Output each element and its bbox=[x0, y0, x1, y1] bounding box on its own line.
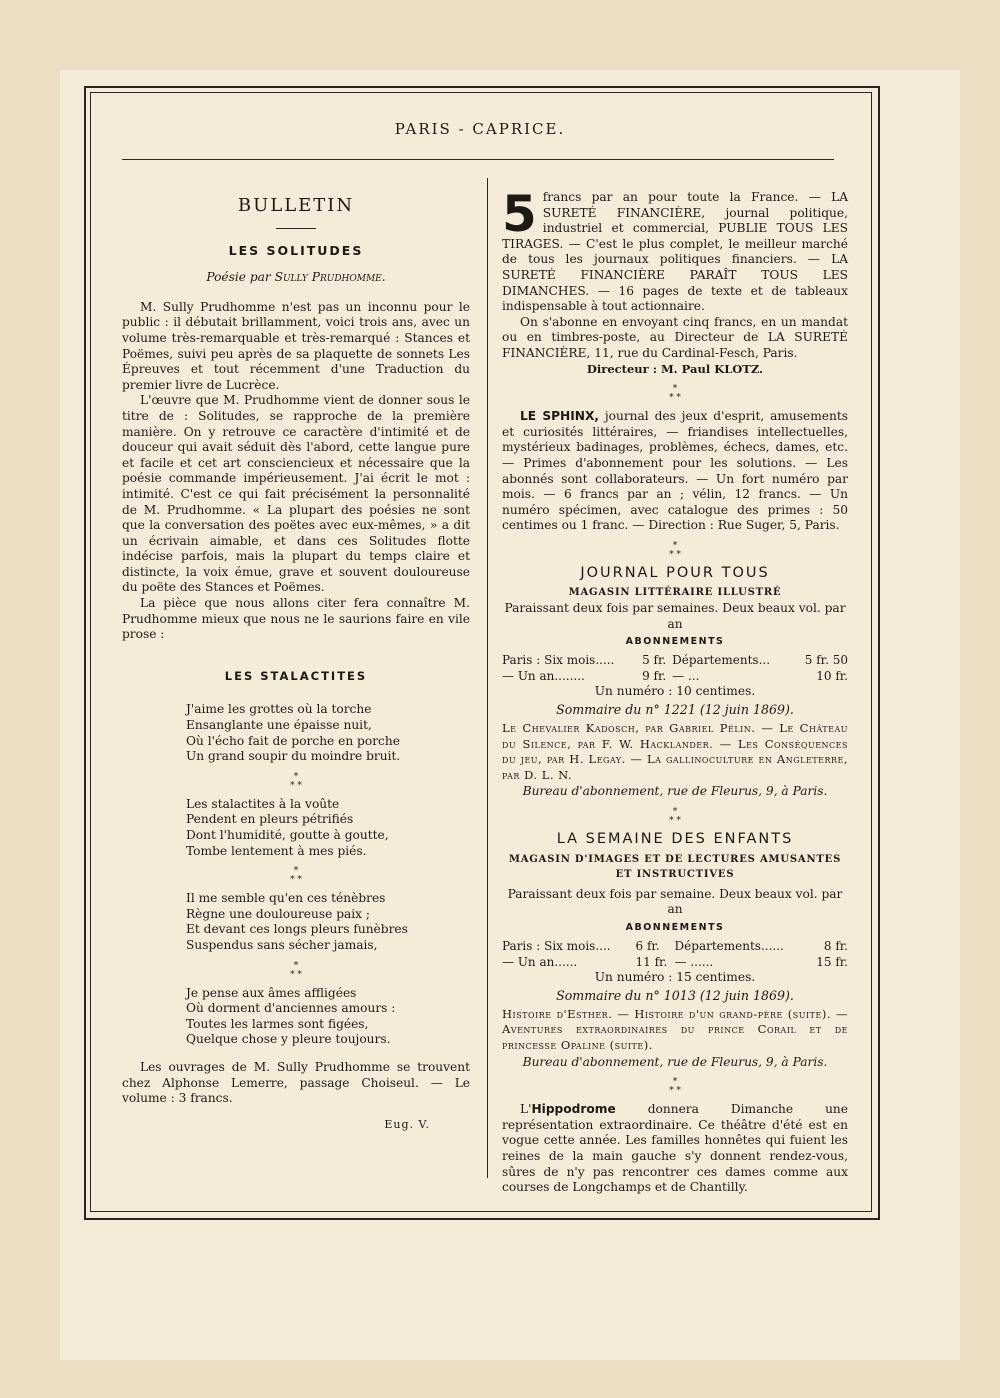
article-paragraph: L'œuvre que M. Prudhomme vient de donner sous le titre de : Solitudes, se rapproche de la première manière. On y retrouve ce caractère d'intimité et de douceur qui avait séduit dès l'abord, cette langue pure et facile et cet art consciencieux et nécessaire que la poésie commande impérieusement. J'ai écrit le mot : intimité. C'est ce qui fait précisément la personnalité de M. Prudhomme. « La plupart des poésies ne sont que la conversation des poëtes avec eux-mêmes, » a dit un écrivain aimable, et dans ces Solitudes flotte indécise parfois, mais la plupart du temps claire et distincte, la voix émue, grave et souvent douloureuse du poëte des Stances et Poëmes. bbox=[122, 393, 470, 595]
column-divider bbox=[487, 178, 488, 1178]
table-cell: 9 fr. bbox=[642, 668, 667, 683]
asterism: * * * bbox=[669, 384, 681, 404]
table-cell: — Un an...... bbox=[502, 954, 578, 969]
asterism: * * * bbox=[669, 807, 681, 826]
poem-stanza bbox=[186, 797, 470, 859]
semaine-summary: Sommaire du n° 1013 (12 juin 1869). bbox=[556, 988, 794, 1004]
poem-line: J'aime les grottes où la torche bbox=[186, 702, 372, 717]
table-cell: 11 fr. bbox=[635, 954, 668, 969]
journal-single-issue: Un numéro : 10 centimes. bbox=[594, 683, 756, 698]
poem-line: Suspendus sans sécher jamais, bbox=[186, 937, 378, 952]
article-paragraph: Les ouvrages de M. Sully Prudhomme se trouvent chez Alphonse Lemerre, passage Choiseul. — Le volume : 3 francs. bbox=[122, 1059, 470, 1106]
table-row bbox=[502, 954, 848, 970]
semaine-subtitle-1: MAGASIN D'IMAGES ET DE LECTURES AMUSANTES bbox=[508, 853, 842, 865]
poem-line: Où dorment d'anciennes amours : bbox=[186, 1001, 396, 1016]
right-column bbox=[502, 185, 848, 1196]
poem-line: Quelque chose y pleure toujours. bbox=[186, 1032, 391, 1047]
journal-abonnements-label: ABONNEMENTS bbox=[625, 636, 725, 648]
poem-line: Un grand soupir du moindre bruit. bbox=[186, 749, 401, 764]
journal-bureau: Bureau d'abonnement, rue de Fleurus, 9, à Paris. bbox=[522, 784, 828, 799]
signature: Eug. V. bbox=[384, 1117, 430, 1131]
semaine-single-issue: Un numéro : 15 centimes. bbox=[594, 969, 756, 984]
surete-text: francs par an pour toute la France. — LA SURETÉ FINANCIÈRE, journal politique, industriel et commercial, PUBLIE TOUS LES TIRAGES. — C'est le plus complet, le meilleur marché de tous les journaux politiques financiers. — LA SURETÉ FINANCIÈRE PARAÎT TOUS LES DIMANCHES. — 16 pages de texte et de tableaux indispensable à tout actionnaire. bbox=[502, 190, 848, 314]
table-row bbox=[502, 668, 848, 684]
asterism: * * * bbox=[290, 960, 302, 980]
asterism: * * * bbox=[290, 771, 302, 791]
hippodrome-prefix: L' bbox=[520, 1102, 532, 1117]
poem-line: Règne une douloureuse paix ; bbox=[186, 906, 371, 921]
table-cell: 5 fr. 50 bbox=[804, 652, 848, 667]
table-cell: 10 fr. bbox=[816, 668, 848, 683]
semaine-abonnements-label: ABONNEMENTS bbox=[625, 921, 725, 933]
table-cell: 6 fr. bbox=[635, 938, 660, 953]
left-column bbox=[122, 190, 470, 1132]
byline bbox=[122, 270, 470, 286]
journal-price-table bbox=[502, 652, 848, 684]
byline-prefix: Poésie par bbox=[206, 270, 271, 285]
table-cell: Paris : Six mois.... bbox=[502, 938, 611, 953]
asterism: * * * bbox=[669, 540, 681, 560]
semaine-title: LA SEMAINE DES ENFANTS bbox=[556, 831, 794, 847]
poem-line: Dont l'humidité, goutte à goutte, bbox=[186, 828, 389, 842]
semaine-frequency: Paraissant deux fois par semaine. Deux beaux vol. par an bbox=[507, 886, 843, 917]
semaine-price-table bbox=[502, 938, 848, 970]
hippodrome-notice bbox=[502, 1102, 848, 1196]
table-row bbox=[502, 652, 848, 668]
table-cell: 8 fr. bbox=[823, 938, 848, 953]
journal-summary: Sommaire du n° 1221 (12 juin 1869). bbox=[556, 702, 794, 718]
article-paragraph: M. Sully Prudhomme n'est pas un inconnu pour le public : il débutait brillamment, voici trois ans, avec un volume très-remarquable et très-remarqué : Stances et Poëmes, suivi peu après de sa plaquette de sonnets Les Épreuves et tout récemment d'une Traduction du premier livre de Lucrèce. bbox=[122, 299, 470, 392]
poem-line: Il me semble qu'en ces ténèbres bbox=[186, 891, 386, 906]
table-row bbox=[502, 938, 848, 954]
asterism: * * * bbox=[290, 866, 302, 886]
running-title: PARIS - CAPRICE. bbox=[394, 120, 566, 138]
journal-frequency: Paraissant deux fois par semaines. Deux beaux vol. par an bbox=[504, 601, 846, 631]
poem-stanza bbox=[186, 986, 470, 1048]
semaine-des-enfants-ad bbox=[502, 832, 848, 1070]
surete-director: Directeur : M. Paul KLOTZ. bbox=[586, 361, 764, 376]
sphinx-name: LE SPHINX, bbox=[520, 409, 600, 424]
poem-stanza bbox=[186, 891, 470, 953]
surete-subscribe: On s'abonne en envoyant cinq francs, en un mandat ou en timbres-poste, au Directeur de LA SURETÉ FINANCIÈRE, 11, rue du Cardinal-Fesch, Paris. bbox=[502, 314, 848, 360]
poem-line: Où l'écho fait de porche en porche bbox=[186, 733, 400, 748]
header-rule bbox=[122, 159, 834, 160]
poem-line: Les stalactites à la voûte bbox=[186, 796, 340, 811]
poem-title: LES STALACTITES bbox=[224, 668, 368, 683]
asterism: * * * bbox=[669, 1077, 681, 1097]
surete-ad bbox=[502, 185, 848, 377]
table-cell: 15 fr. bbox=[816, 954, 848, 969]
poem-stanza bbox=[186, 702, 470, 764]
hippodrome-name: Hippodrome bbox=[531, 1102, 616, 1117]
title-rule bbox=[276, 228, 316, 229]
poem-line: Toutes les larmes sont figées, bbox=[186, 1016, 369, 1031]
semaine-subtitle-2: ET INSTRUCTIVES bbox=[615, 869, 735, 881]
semaine-bureau: Bureau d'abonnement, rue de Fleurus, 9, à Paris. bbox=[522, 1054, 828, 1069]
poem-line: Pendent en pleurs pétrifiés bbox=[186, 812, 354, 827]
bulletin-title: BULLETIN bbox=[237, 195, 355, 216]
drop-cap: 5 bbox=[502, 185, 537, 243]
table-cell: — ... bbox=[672, 668, 700, 683]
poem-line: Je pense aux âmes affligées bbox=[186, 985, 357, 1000]
journal-contents: Le Chevalier Kadosch, par Gabriel Pélin. — Le Château du Silence, par F. W. Hacklander. — Les Conséquences du jeu, par H. Legay. — La gallinoculture en Angleterre, par D. L. N. bbox=[502, 721, 848, 782]
article-paragraph: La pièce que nous allons citer fera connaître M. Prudhomme mieux que nous ne le saurions faire en vile prose : bbox=[122, 596, 470, 642]
poem-line: Tombe lentement à mes piés. bbox=[186, 843, 367, 858]
section-title: LES SOLITUDES bbox=[228, 242, 364, 258]
journal-title: JOURNAL POUR TOUS bbox=[580, 564, 770, 581]
journal-pour-tous-ad bbox=[502, 566, 848, 800]
byline-author: Sully Prudhomme. bbox=[274, 270, 386, 285]
sphinx-ad bbox=[502, 409, 848, 534]
journal-subtitle: MAGASIN LITTÉRAIRE ILLUSTRÉ bbox=[568, 587, 782, 599]
semaine-contents: Histoire d'Esther. — Histoire d'un grand-père (suite). — Aventures extraordinaires du prince Corail et de princesse Opaline (suite). bbox=[502, 1006, 848, 1052]
table-cell: — Un an........ bbox=[502, 668, 585, 683]
table-cell: Départements...... bbox=[674, 938, 784, 953]
table-cell: Départements... bbox=[672, 652, 771, 667]
table-cell: Paris : Six mois..... bbox=[502, 652, 615, 667]
sphinx-text: journal des jeux d'esprit, amusements et curiosités littéraires, — friandises intellectuelles, mystérieux badinages, problèmes, échecs, dames, etc. — Primes d'abonnement pour les solutions. — Les abonnés sont collaborateurs. — Un fort numéro par mois. — 6 francs par an ; vélin, 12 francs. — Un numéro spécimen, avec catalogue des primes : 50 centimes ou 1 franc. — Direction : Rue Suger, 5, Paris. bbox=[502, 409, 848, 533]
table-cell: — ...... bbox=[674, 954, 714, 969]
poem-line: Et devant ces longs pleurs funèbres bbox=[186, 922, 408, 937]
poem-line: Ensanglante une épaisse nuit, bbox=[186, 718, 372, 733]
hippodrome-text: donnera Dimanche une représentation extraordinaire. Ce théâtre d'été est en vogue cette année. Les familles honnêtes qui fuient les reines de la main gauche s'y donnent rendez-vous, sûres de n'y pas rencontrer ces dames comme aux courses de Longchamps et de Chantilly. bbox=[502, 1102, 848, 1195]
table-cell: 5 fr. bbox=[642, 652, 667, 667]
